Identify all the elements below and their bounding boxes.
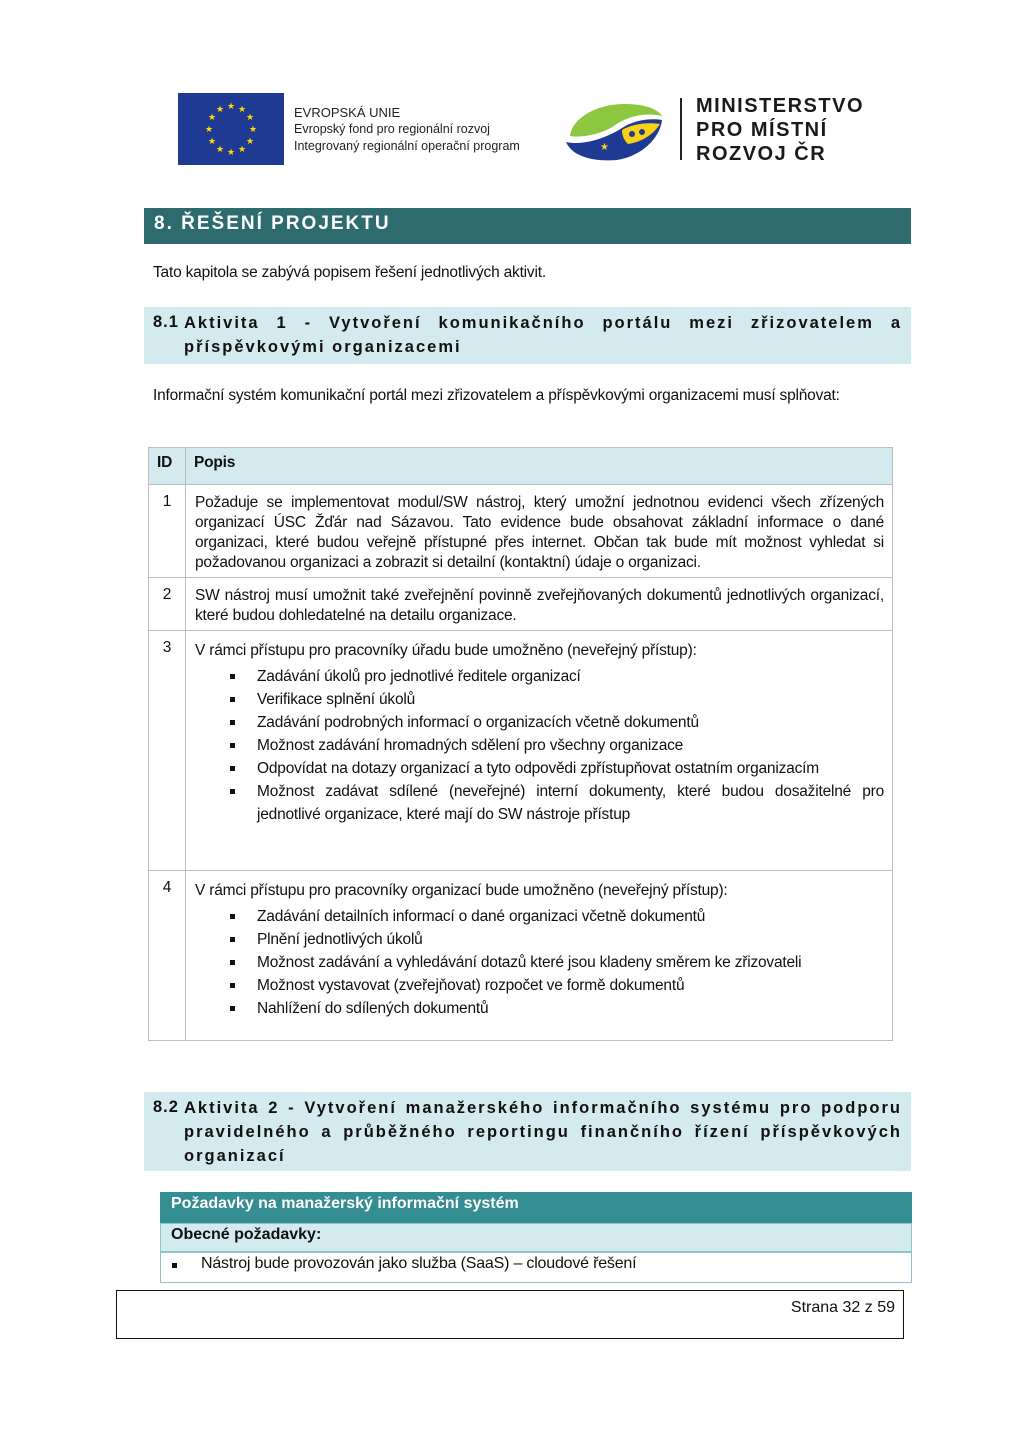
mis-table-header: Požadavky na manažerský informační systém <box>160 1192 912 1223</box>
page-footer <box>116 1290 904 1339</box>
row-id: 4 <box>149 871 186 1041</box>
list-item <box>160 1252 912 1283</box>
svg-text:★: ★ <box>226 102 236 112</box>
list-item: Plnění jednotlivých úkolů <box>230 928 884 951</box>
chapter-intro: Tato kapitola se zabývá popisem řešení jednotlivých aktivit. <box>153 264 546 281</box>
svg-text:★: ★ <box>215 105 225 115</box>
section-number: 8.1 <box>153 313 179 331</box>
eu-fund-name: Evropský fond pro regionální rozvoj <box>294 122 490 136</box>
ministry-line-1: MINISTERSTVO <box>696 95 865 117</box>
table-row <box>149 485 893 578</box>
section-number: 8.2 <box>153 1098 179 1116</box>
table-row <box>149 631 893 871</box>
svg-text:★: ★ <box>215 145 225 155</box>
eu-text-block <box>294 104 520 155</box>
list-item: Nahlížení do sdílených dokumentů <box>230 997 884 1020</box>
table-row <box>149 578 893 631</box>
mis-table-subheader: Obecné požadavky: <box>160 1223 912 1252</box>
list-item: Možnost vystavovat (zveřejňovat) rozpočet ve formě dokumentů <box>230 974 884 997</box>
svg-text:★: ★ <box>204 125 214 135</box>
section-paragraph: Informační systém komunikační portál mezi zřizovatelem a příspěvkovými organizacemi musí splňovat: <box>153 387 840 404</box>
eu-flag-logo <box>178 93 284 165</box>
eu-title: EVROPSKÁ UNIE <box>294 105 401 120</box>
section-title: Aktivita 2 - Vytvoření manažerského informačního systému pro podporu pravidelného a průběžného reportingu finančního řízení příspěvkových organizací <box>184 1099 902 1165</box>
svg-text:★: ★ <box>237 105 247 115</box>
table-row <box>149 871 893 1041</box>
column-header-id: ID <box>149 448 186 485</box>
svg-text:★: ★ <box>245 113 255 123</box>
list-item: Zadávání detailních informací o dané organizaci včetně dokumentů <box>230 905 884 928</box>
mis-item-text: Nástroj bude provozován jako služba (SaaS) – cloudové řešení <box>201 1255 637 1272</box>
list-item: Zadávání úkolů pro jednotlivé ředitele organizací <box>230 665 884 688</box>
section-title: Aktivita 1 - Vytvoření komunikačního portálu mezi zřizovatelem a příspěvkovými organizacemi <box>184 314 902 356</box>
svg-text:★: ★ <box>248 125 258 135</box>
bullet-list <box>195 905 884 1020</box>
list-item: Možnost zadávat sdílené (neveřejné) interní dokumenty, které budou dosažitelné pro jednotlivé organizace, které mají do SW nástroje přístup <box>230 780 884 826</box>
svg-text:★: ★ <box>245 137 255 147</box>
row-id: 3 <box>149 631 186 871</box>
row-description: SW nástroj musí umožnit také zveřejnění povinně zveřejňovaných dokumentů jednotlivých organizací, které budou dohledatelné na detailu organizace. <box>186 578 893 631</box>
svg-text:★: ★ <box>207 113 217 123</box>
ministry-divider <box>680 98 682 160</box>
row-intro-text: V rámci přístupu pro pracovníky organizací bude umožněno (neveřejný přístup): <box>195 882 728 899</box>
table-header-row <box>149 448 893 485</box>
svg-text:★: ★ <box>226 148 236 158</box>
list-item: Verifikace splnění úkolů <box>230 688 884 711</box>
requirements-table <box>148 447 893 1041</box>
list-item: Možnost zadávání hromadných sdělení pro všechny organizace <box>230 734 884 757</box>
row-description <box>186 631 893 871</box>
ministry-line-2: PRO MÍSTNÍ <box>696 119 828 141</box>
bullet-icon <box>172 1263 177 1268</box>
row-id: 1 <box>149 485 186 578</box>
row-description: Požaduje se implementovat modul/SW nástroj, který umožní jednotnou evidenci všech zřízených organizací ÚSC Žďár nad Sázavou. Tato evidence bude obsahovat základní informace o dané organizaci, které budou veřejně přístupné přes internet. Občan tak bude mít možnost vyhledat si požadovanou organizaci a zobrazit si detailní (kontaktní) údaje o organizaci. <box>186 485 893 578</box>
list-item: Zadávání podrobných informací o organizacích včetně dokumentů <box>230 711 884 734</box>
row-intro-text: V rámci přístupu pro pracovníky úřadu bude umožněno (neveřejný přístup): <box>195 642 697 659</box>
row-description <box>186 871 893 1041</box>
ministry-name <box>696 94 864 166</box>
list-item: Odpovídat na dotazy organizací a tyto odpovědi zpřístupňovat ostatním organizacím <box>230 757 884 780</box>
bullet-list <box>195 665 884 826</box>
svg-text:★: ★ <box>600 142 609 153</box>
row-id: 2 <box>149 578 186 631</box>
list-item: Možnost zadávání a vyhledávání dotazů které jsou kladeny směrem ke zřizovateli <box>230 951 884 974</box>
eu-program-name: Integrovaný regionální operační program <box>294 139 520 153</box>
ministry-logo <box>562 98 668 164</box>
chapter-title: 8. ŘEŠENÍ PROJEKTU <box>154 213 391 234</box>
svg-text:★: ★ <box>207 137 217 147</box>
column-header-description: Popis <box>186 448 893 485</box>
svg-text:★: ★ <box>237 145 247 155</box>
page-number: Strana 32 z 59 <box>790 1299 895 1316</box>
ministry-line-3: ROZVOJ ČR <box>696 143 827 165</box>
